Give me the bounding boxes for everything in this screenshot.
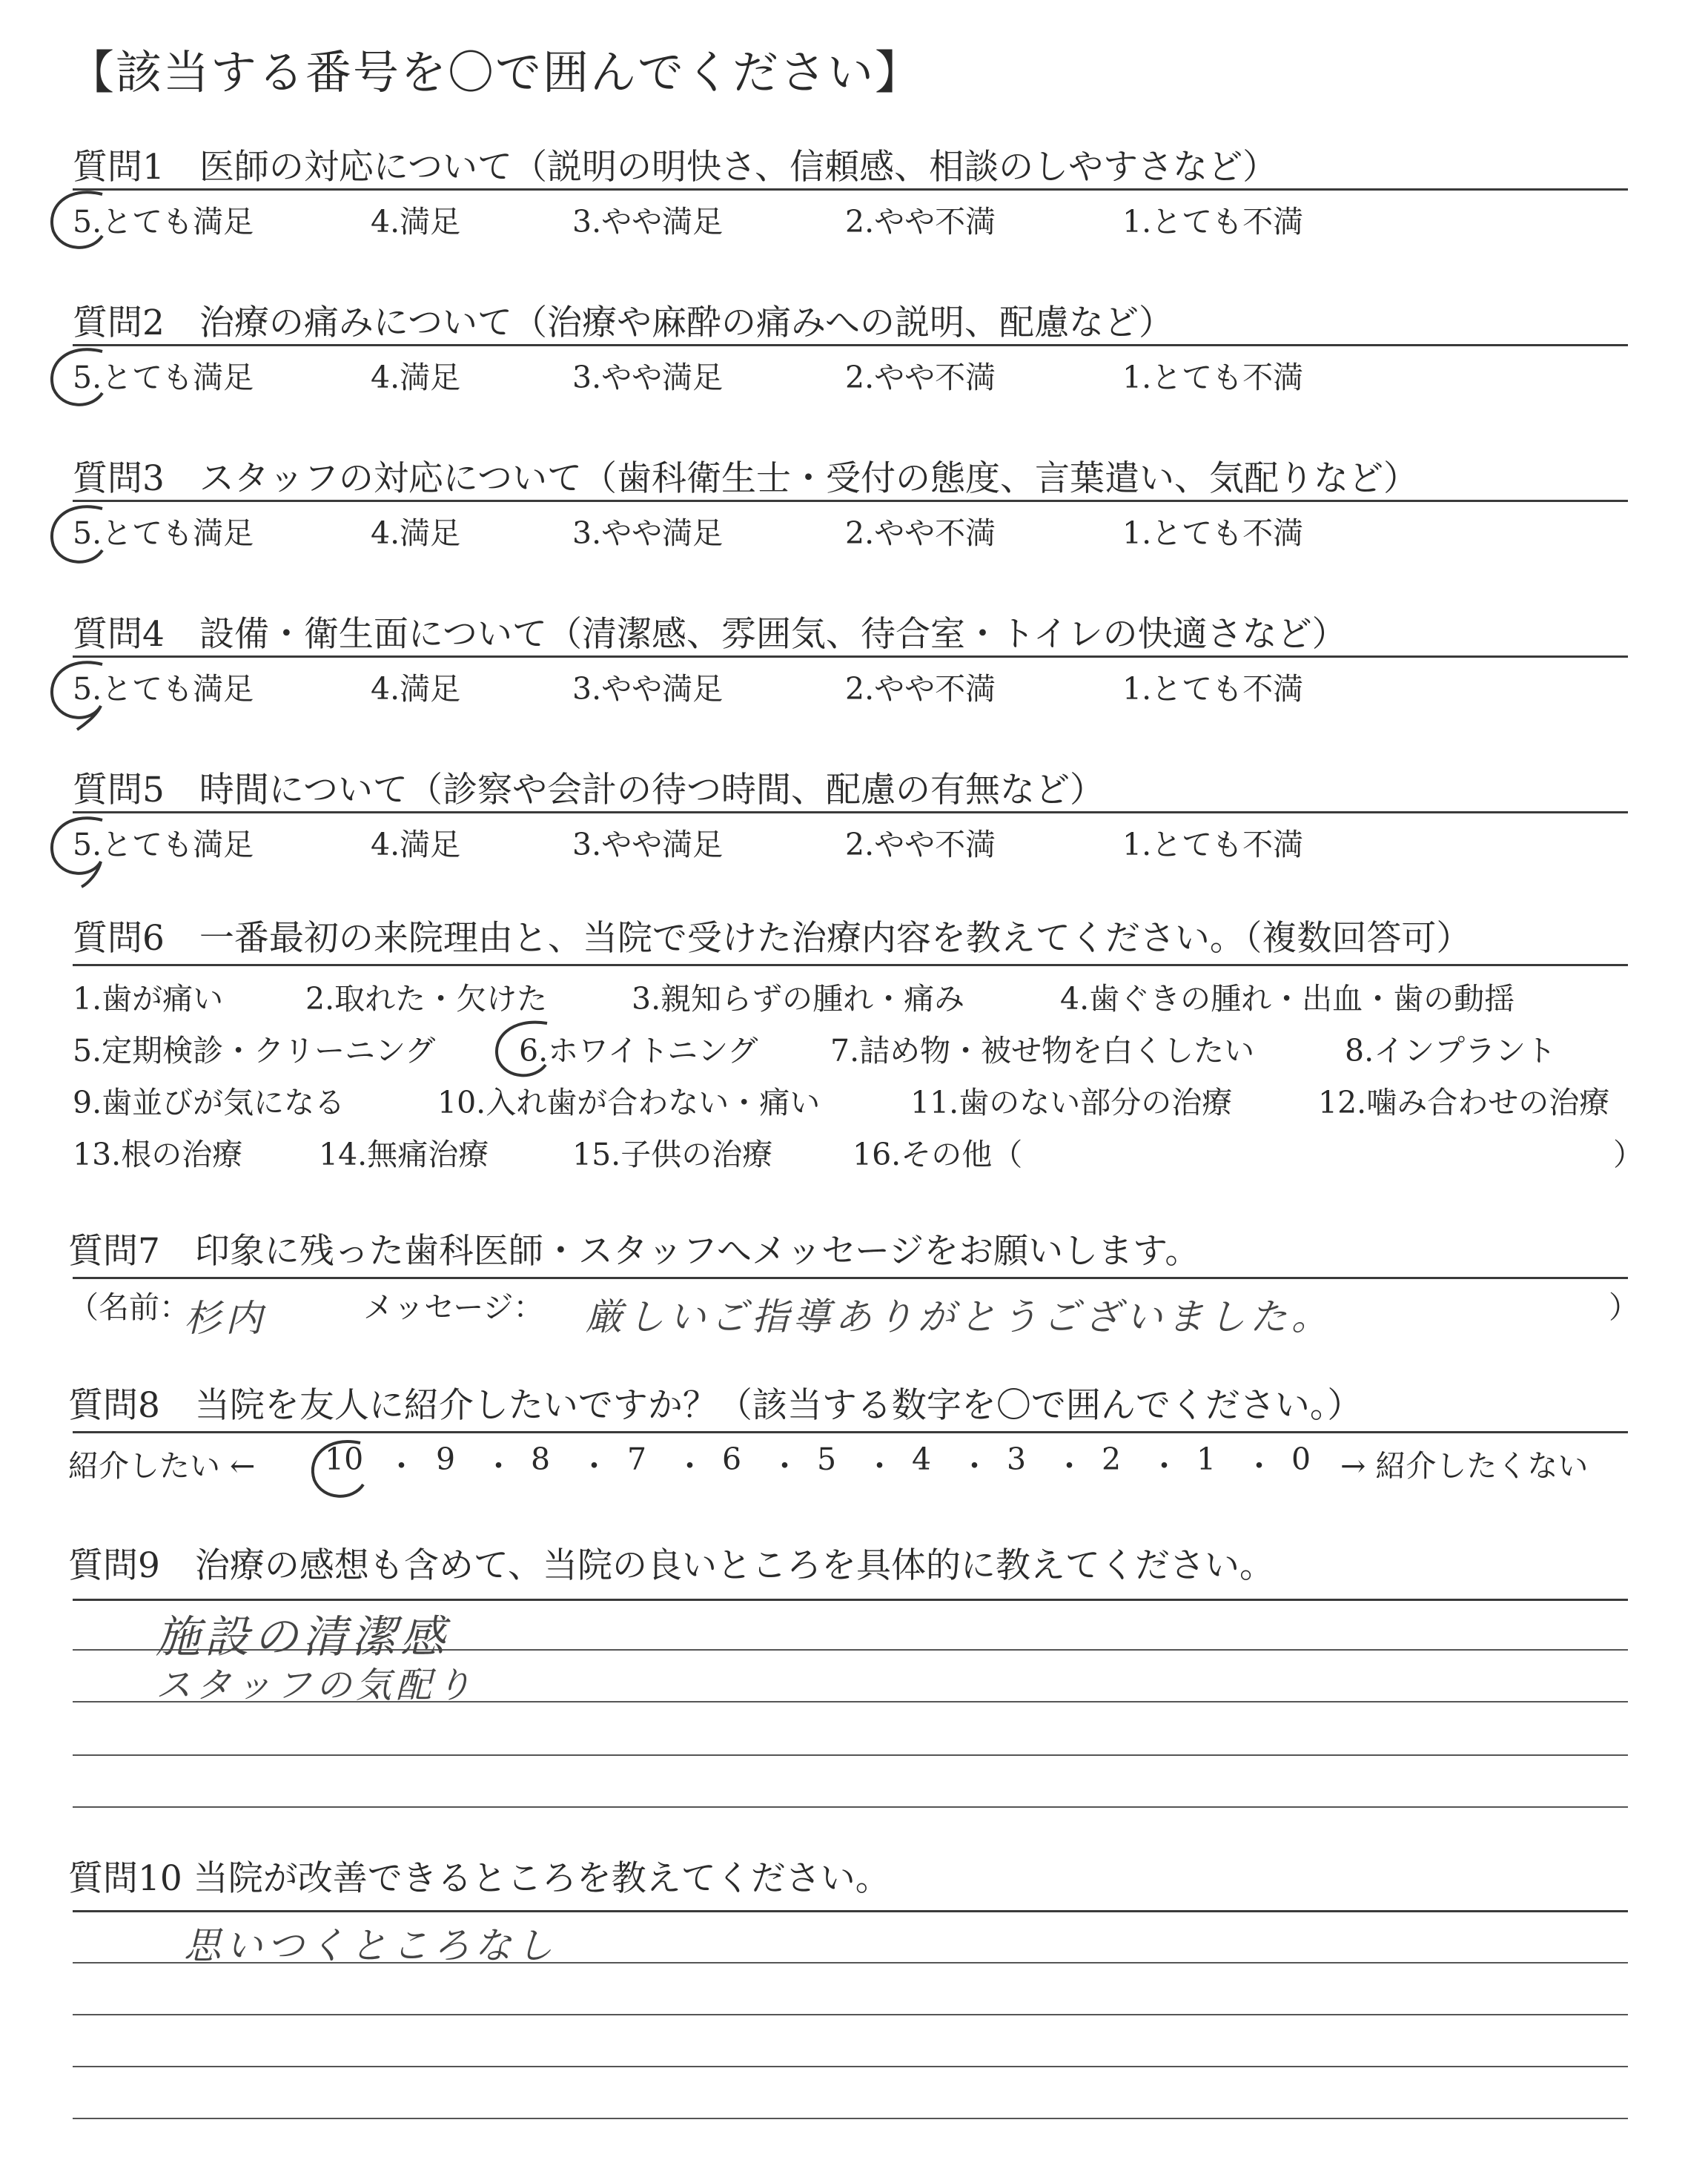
q8-separator-dot: ・ (959, 1448, 990, 1484)
q9-line (73, 1754, 1628, 1756)
q8-scale-value[interactable]: 0 (1291, 1441, 1311, 1477)
q3-option[interactable]: 2.やや不満 (845, 515, 996, 551)
q3-option[interactable]: 5.とても満足 (73, 515, 254, 551)
q8-separator-dot: ・ (386, 1448, 417, 1484)
q8-separator-dot: ・ (579, 1448, 609, 1484)
q6-option[interactable]: 1.歯が痛い (73, 981, 224, 1017)
q8-scale-value[interactable]: 4 (912, 1441, 932, 1477)
q1-option[interactable]: 2.やや不満 (845, 204, 996, 240)
q6-option[interactable]: 14.無痛治療 (319, 1137, 489, 1172)
q5-option[interactable]: 2.やや不満 (845, 827, 996, 862)
q8-scale-value[interactable]: 9 (436, 1441, 456, 1477)
q8-scale-value[interactable]: 2 (1102, 1441, 1122, 1477)
q3-rule (73, 500, 1628, 502)
q8-separator-dot: ・ (1054, 1448, 1085, 1484)
q7-rule (73, 1277, 1628, 1279)
q9-answer-line[interactable]: 施設の清潔感 (156, 1611, 449, 1663)
q4-rule (73, 655, 1628, 658)
q4-option[interactable]: 2.やや不満 (845, 671, 996, 707)
q3-option[interactable]: 4.満足 (371, 515, 461, 551)
q6-option[interactable]: 15.子供の治療 (572, 1137, 773, 1172)
q8-left-label: 紹介したい ← (68, 1448, 256, 1484)
q4-option[interactable]: 3.やや満足 (572, 671, 724, 707)
q10-title: 質問10 当院が改善できるところを教えてください。 (68, 1858, 890, 1899)
q8-scale-value[interactable]: 5 (817, 1441, 837, 1477)
q1-option[interactable]: 4.満足 (371, 204, 461, 240)
q3-option[interactable]: 1.とても不満 (1122, 515, 1304, 551)
q6-option[interactable]: 10.入れ歯が合わない・痛い (437, 1085, 821, 1120)
q6-option[interactable]: 9.歯並びが気になる (73, 1085, 345, 1120)
q9-line (73, 1806, 1628, 1808)
q6-rule (73, 964, 1628, 966)
q5-option[interactable]: 3.やや満足 (572, 827, 724, 862)
q1-title: 質問1 医師の対応について（説明の明快さ、信頼感、相談のしやすさなど） (73, 147, 1278, 188)
q7-title: 質問7 印象に残った歯科医師・スタッフへメッセージをお願いします。 (68, 1231, 1200, 1272)
q10-line (73, 2066, 1628, 2067)
q2-option[interactable]: 2.やや不満 (845, 360, 996, 395)
q5-option[interactable]: 4.満足 (371, 827, 461, 862)
q2-option[interactable]: 1.とても不満 (1122, 360, 1304, 395)
q10-answer-line[interactable]: 思いつくところなし (184, 1924, 557, 1967)
q6-option[interactable]: 7.詰め物・被せ物を白くしたい (830, 1033, 1255, 1069)
q10-line (73, 2014, 1628, 2015)
q2-title: 質問2 治療の痛みについて（治療や麻酔の痛みへの説明、配慮など） (73, 303, 1174, 343)
q6-option[interactable]: ） (1613, 1137, 1644, 1172)
q2-option[interactable]: 3.やや満足 (572, 360, 724, 395)
q8-scale-value[interactable]: 1 (1196, 1441, 1217, 1477)
q1-option[interactable]: 3.やや満足 (572, 204, 724, 240)
q1-option[interactable]: 5.とても満足 (73, 204, 254, 240)
q1-rule (73, 188, 1628, 191)
q8-right-label: → 紹介したくない (1340, 1448, 1589, 1484)
q8-separator-dot: ・ (769, 1448, 800, 1484)
q7-message-label: メッセージ： (363, 1289, 544, 1325)
q6-option[interactable]: 6.ホワイトニング (519, 1033, 758, 1069)
q9-rule (73, 1599, 1628, 1601)
q1-option[interactable]: 1.とても不満 (1122, 204, 1304, 240)
q5-rule (73, 811, 1628, 813)
q2-rule (73, 344, 1628, 346)
q6-option[interactable]: 11.歯のない部分の治療 (910, 1085, 1233, 1120)
q8-rule (73, 1431, 1628, 1433)
q7-message-value[interactable]: 厳しいご指導ありがとうございました。 (586, 1295, 1333, 1338)
q8-scale-value[interactable]: 8 (531, 1441, 551, 1477)
q8-scale-value[interactable]: 7 (627, 1441, 647, 1477)
q4-title: 質問4 設備・衛生面について（清潔感、雰囲気、待合室・トイレの快適さなど） (73, 614, 1347, 655)
q8-separator-dot: ・ (1244, 1448, 1274, 1484)
q9-title: 質問9 治療の感想も含めて、当院の良いところを具体的に教えてください。 (68, 1545, 1274, 1586)
q9-answer-line[interactable]: スタッフの気配り (156, 1665, 477, 1706)
q4-option[interactable]: 1.とても不満 (1122, 671, 1304, 707)
q7-close-paren: ） (1609, 1289, 1639, 1325)
q10-line (73, 2118, 1628, 2119)
q2-option[interactable]: 4.満足 (371, 360, 461, 395)
q6-option[interactable]: 5.定期検診・クリーニング (73, 1033, 436, 1069)
q6-option[interactable]: 12.噛み合わせの治療 (1318, 1085, 1610, 1120)
form-header: 【該当する番号を〇で囲んでください】 (68, 45, 923, 99)
q6-option[interactable]: 16.その他（ (853, 1137, 1023, 1172)
q4-option[interactable]: 5.とても満足 (73, 671, 254, 707)
q3-option[interactable]: 3.やや満足 (572, 515, 724, 551)
q7-name-value[interactable]: 杉内 (184, 1297, 267, 1340)
q6-option[interactable]: 3.親知らずの腫れ・痛み (632, 981, 965, 1017)
q5-title: 質問5 時間について（診察や会計の待つ時間、配慮の有無など） (73, 770, 1105, 810)
q8-separator-dot: ・ (1149, 1448, 1179, 1484)
q5-option[interactable]: 1.とても不満 (1122, 827, 1304, 862)
q6-option[interactable]: 4.歯ぐきの腫れ・出血・歯の動揺 (1060, 981, 1515, 1017)
q8-separator-dot: ・ (675, 1448, 705, 1484)
q4-option[interactable]: 4.満足 (371, 671, 461, 707)
q8-separator-dot: ・ (483, 1448, 514, 1484)
q3-title: 質問3 スタッフの対応について（歯科衛生士・受付の態度、言葉遣い、気配りなど） (73, 458, 1418, 499)
q8-title: 質問8 当院を友人に紹介したいですか？（該当する数字を〇で囲んでください。） (68, 1385, 1363, 1426)
q6-option[interactable]: 13.根の治療 (73, 1137, 243, 1172)
q2-option[interactable]: 5.とても満足 (73, 360, 254, 395)
q6-option[interactable]: 8.インプラント (1345, 1033, 1557, 1069)
q8-separator-dot: ・ (864, 1448, 895, 1484)
q8-scale-value[interactable]: 6 (722, 1441, 742, 1477)
q10-rule (73, 1910, 1628, 1912)
q8-scale-value[interactable]: 10 (325, 1441, 364, 1477)
q6-option[interactable]: 2.取れた・欠けた (305, 981, 548, 1017)
q5-option[interactable]: 5.とても満足 (73, 827, 254, 862)
q7-name-label: （名前： (68, 1289, 190, 1325)
q6-title: 質問6 一番最初の来院理由と、当院で受けた治療内容を教えてください。（複数回答可） (73, 918, 1472, 959)
q8-scale-value[interactable]: 3 (1007, 1441, 1027, 1477)
